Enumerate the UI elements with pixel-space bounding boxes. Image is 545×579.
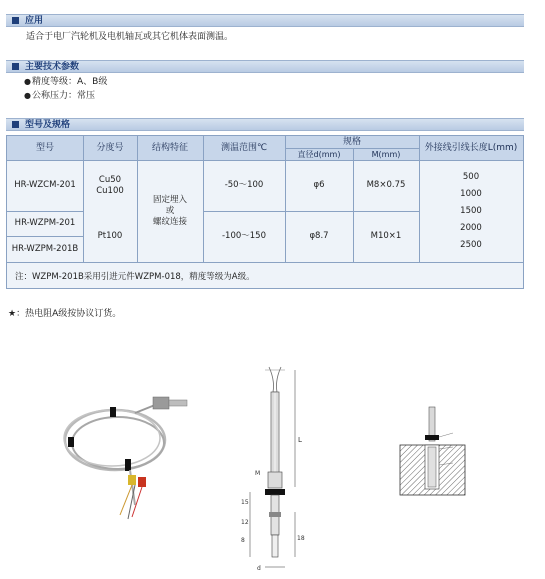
- section-title: 型号及规格: [25, 120, 71, 130]
- connector: [128, 475, 136, 485]
- header-range: 测温范围℃: [220, 142, 268, 153]
- dimension-drawing: [235, 362, 325, 577]
- section-title: 应用: [25, 16, 44, 26]
- length-value: 2500: [460, 239, 482, 250]
- dim-label: 15: [241, 499, 249, 506]
- section-header-application: [6, 14, 524, 27]
- cable-tie: [68, 437, 74, 447]
- cell-diameter: φ8.7: [309, 231, 329, 241]
- installation-drawing: [395, 405, 470, 515]
- section-header-models: [6, 118, 524, 131]
- star-icon: ★：: [8, 309, 26, 319]
- section-title: 主要技术参数: [25, 62, 80, 72]
- section-square-icon: [12, 63, 19, 70]
- cell-thread: M8×0.75: [366, 180, 406, 190]
- dim-label: d: [257, 565, 261, 572]
- structure-line: 固定埋入: [152, 194, 187, 205]
- cell-model: HR-WZPM-201B: [11, 243, 79, 254]
- application-text: 适合于电厂汽轮机及电机轴瓦或其它机体表面测温。: [26, 32, 234, 42]
- cell-range: -100～150: [221, 231, 266, 241]
- cell-model: HR-WZPM-201: [14, 218, 76, 228]
- sensor-head: [153, 397, 169, 409]
- cell-model: HR-WZCM-201: [14, 180, 76, 190]
- header-diameter: 直径d(mm): [297, 149, 341, 159]
- dim-label: L: [298, 436, 302, 444]
- spec-item-text: 公称压力：常压: [31, 91, 95, 101]
- dim-label: M: [255, 470, 261, 477]
- table-note: 注：WZPM-201B采用引进元件WZPM-018，精度等级为A级。: [15, 272, 255, 282]
- header-model: 型号: [35, 142, 54, 153]
- graduation-value: Cu50: [98, 174, 122, 185]
- bullet-icon: ●: [24, 77, 31, 86]
- header-graduation: 分度号: [96, 142, 124, 153]
- cell-cable-lengths: [419, 160, 523, 262]
- sensor-photo: [60, 385, 210, 535]
- section-square-icon: [12, 121, 19, 128]
- cell-range: -50～100: [224, 180, 264, 190]
- header-structure: 结构特征: [151, 142, 188, 153]
- cell-thread: M10×1: [370, 231, 402, 241]
- cell-graduation: Pt100: [97, 231, 123, 241]
- header-spec: 规格: [342, 136, 361, 147]
- dim-label: 12: [241, 519, 249, 526]
- spec-item: [24, 76, 107, 88]
- length-value: 1500: [460, 205, 482, 216]
- cell-graduation: [83, 160, 137, 211]
- cell-structure: [137, 160, 203, 262]
- spec-item: [24, 90, 95, 102]
- nut: [265, 489, 285, 495]
- dim-label: 18: [297, 535, 305, 542]
- length-value: 1000: [460, 188, 482, 199]
- length-value: 2000: [460, 222, 482, 233]
- cell-diameter: φ6: [313, 180, 325, 190]
- footnote: [8, 309, 121, 320]
- bullet-icon: ●: [24, 91, 31, 100]
- structure-line: 或: [165, 205, 175, 216]
- section-square-icon: [12, 17, 19, 24]
- header-thread: M(mm): [371, 149, 401, 159]
- footnote-text: 热电阻A级按协议订货。: [25, 309, 122, 319]
- structure-line: 螺纹连接: [152, 216, 187, 227]
- spec-table: [6, 135, 524, 289]
- dim-label: 8: [241, 537, 245, 544]
- spec-item-text: 精度等级：A、B级: [31, 77, 108, 87]
- graduation-value: Cu100: [96, 185, 124, 196]
- section-header-specs: [6, 60, 524, 73]
- header-cable-length: 外接线引线长度L(mm): [424, 142, 518, 153]
- length-value: 500: [462, 171, 480, 182]
